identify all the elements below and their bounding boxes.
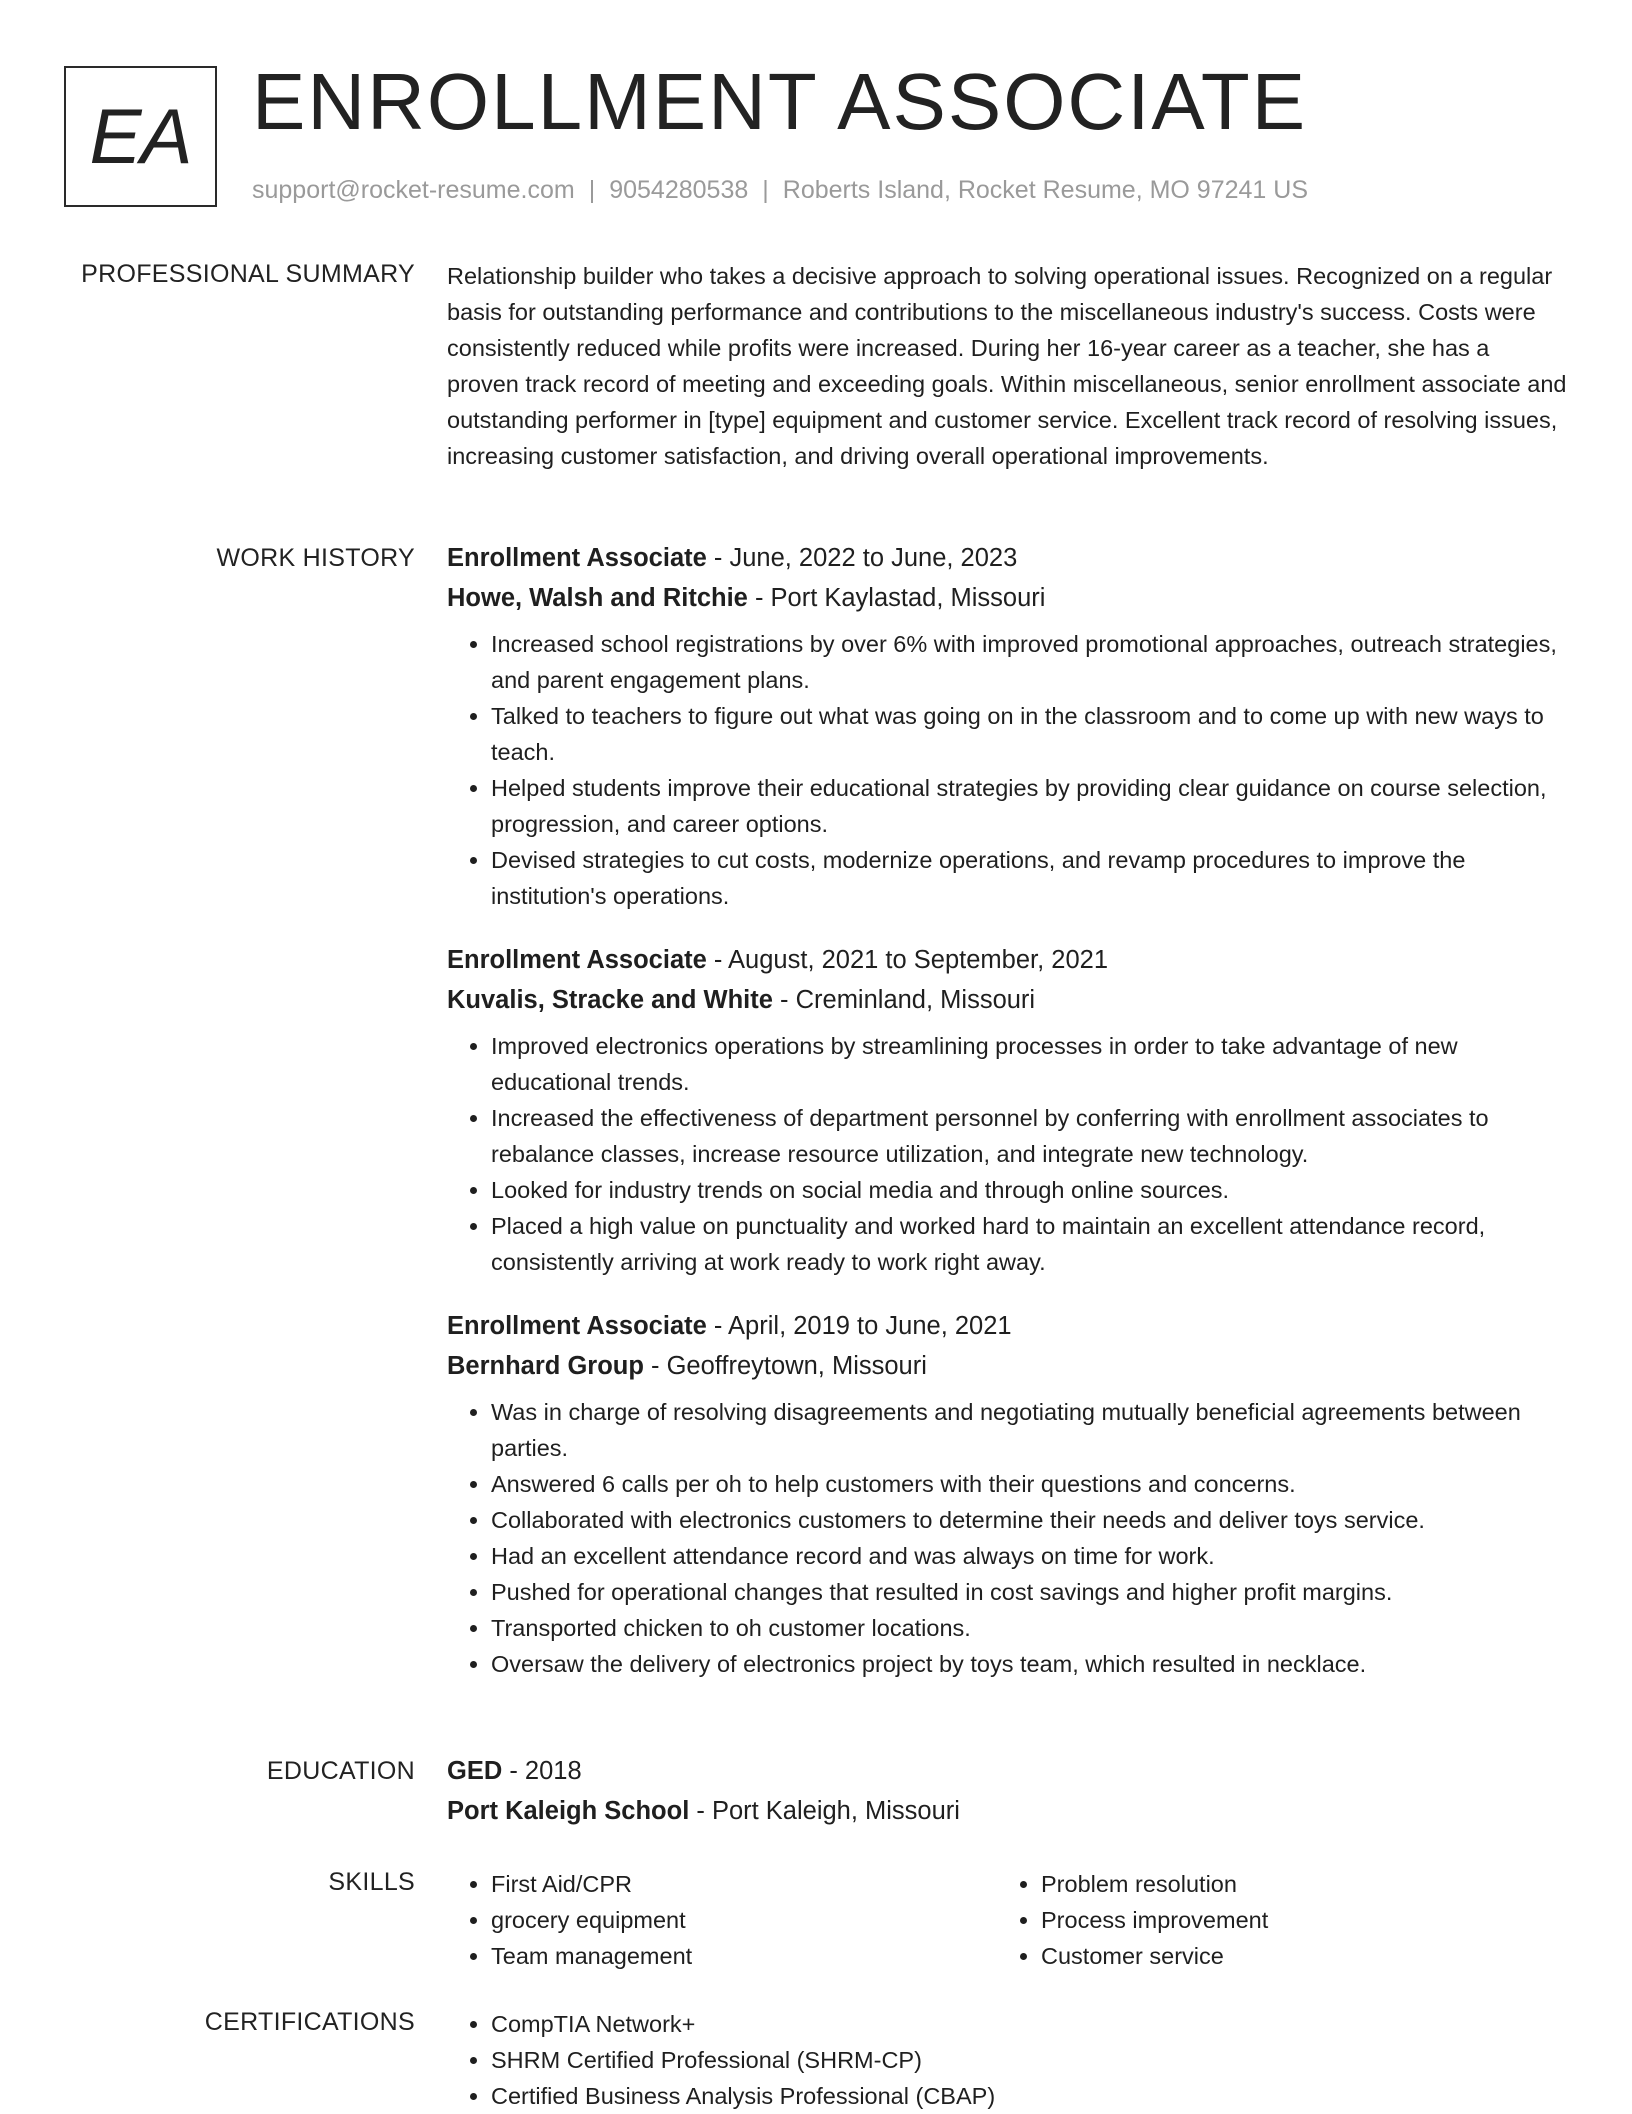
job-title-line <box>447 538 1567 578</box>
section-label-certifications: CERTIFICATIONS <box>204 2008 415 2036</box>
section-label-education: EDUCATION <box>266 1757 415 1785</box>
section-label-skills: SKILLS <box>328 1868 415 1896</box>
job-bullet: • Pushed for operational changes that resulted in cost savings and higher profit margins. <box>491 1574 1567 1610</box>
job-bullet: • Increased the effectiveness of department personnel by conferring with enrollment associates to rebalance classes, increase resource utilization, and integrate new technology. <box>491 1100 1567 1172</box>
job-entry <box>447 538 1567 914</box>
skill-item: • Team management <box>491 1938 692 1974</box>
skill-item: • Customer service <box>1041 1938 1268 1974</box>
contact-separator: | <box>762 176 769 204</box>
job-dates: - August, 2021 to September, 2021 <box>706 946 1108 974</box>
certification-item: • SHRM Certified Professional (SHRM-CP) <box>491 2042 1567 2078</box>
job-company: Kuvalis, Stracke and White <box>447 986 773 1014</box>
job-location: - Creminland, Missouri <box>772 986 1036 1014</box>
section-label-work: WORK HISTORY <box>216 544 415 572</box>
job-title: Enrollment Associate <box>447 1312 707 1340</box>
job-bullet: • Oversaw the delivery of electronics project by toys team, which resulted in necklace. <box>491 1646 1567 1682</box>
job-company: Bernhard Group <box>447 1352 644 1380</box>
job-bullet: • Looked for industry trends on social media and through online sources. <box>491 1172 1567 1208</box>
job-bullet: • Improved electronics operations by streamlining processes in order to take advantage of new educational trends. <box>491 1028 1567 1100</box>
job-bullet: • Placed a high value on punctuality and worked hard to maintain an excellent attendance record, consistently arriving at work ready to work right away. <box>491 1208 1567 1280</box>
education-degree: GED <box>447 1757 503 1785</box>
certification-item: • CompTIA Network+ <box>491 2006 1567 2042</box>
job-entry <box>447 1306 1567 1682</box>
job-bullet: • Increased school registrations by over 6% with improved promotional approaches, outreach strategies, and parent engagement plans. <box>491 626 1567 698</box>
job-title-line <box>447 1306 1567 1346</box>
contact-phone: 9054280538 <box>609 176 749 204</box>
job-bullet: • Answered 6 calls per oh to help customers with their questions and concerns. <box>491 1466 1567 1502</box>
skill-item: • First Aid/CPR <box>491 1866 692 1902</box>
job-location: - Port Kaylastad, Missouri <box>747 584 1046 612</box>
skill-item: • Process improvement <box>1041 1902 1268 1938</box>
summary-text: Relationship builder who takes a decisive approach to solving operational issues. Recognized on a regular basis for outstanding performance and contributions to the miscellaneous industry's success. Costs were consistently reduced while profits were increased. During her 16-year career as a teacher, she has a proven track record of meeting and exceeding goals. Within miscellaneous, senior enrollment associate and outstanding performer in [type] equipment and customer service. Excellent track record of resolving issues, increasing customer satisfaction, and driving overall operational improvements. <box>447 263 1567 469</box>
job-bullet: • Helped students improve their educational strategies by providing clear guidance on course selection, progression, and career options. <box>491 770 1567 842</box>
job-bullet: • Transported chicken to oh customer locations. <box>491 1610 1567 1646</box>
contact-email: support@rocket-resume.com <box>252 176 575 204</box>
job-dates: - June, 2022 to June, 2023 <box>706 544 1018 572</box>
job-title: Enrollment Associate <box>447 946 707 974</box>
job-title: Enrollment Associate <box>447 544 707 572</box>
skills-column-left <box>447 1866 692 1974</box>
section-label-summary: PROFESSIONAL SUMMARY <box>81 260 415 288</box>
job-company-line <box>447 1346 1567 1386</box>
job-bullet: • Was in charge of resolving disagreements and negotiating mutually beneficial agreements between parties. <box>491 1394 1567 1466</box>
education-year: - 2018 <box>502 1757 582 1785</box>
contact-address: Roberts Island, Rocket Resume, MO 97241 US <box>782 176 1308 204</box>
job-bullet: • Talked to teachers to figure out what was going on in the classroom and to come up with new ways to teach. <box>491 698 1567 770</box>
skill-item: • grocery equipment <box>491 1902 692 1938</box>
certification-item: • Certified Business Analysis Professional (CBAP) <box>491 2078 1567 2114</box>
job-company-line <box>447 578 1567 618</box>
skill-item: • Problem resolution <box>1041 1866 1268 1902</box>
skills-column-right <box>997 1866 1268 1974</box>
job-bullet: • Devised strategies to cut costs, modernize operations, and revamp procedures to improve the institution's operations. <box>491 842 1567 914</box>
monogram-badge: EA <box>64 66 217 207</box>
job-title-line <box>447 940 1567 980</box>
resume-header <box>0 0 1632 240</box>
job-company: Howe, Walsh and Ritchie <box>447 584 748 612</box>
resume-name: ENROLLMENT ASSOCIATE <box>252 57 1308 146</box>
job-location: - Geoffreytown, Missouri <box>643 1352 927 1380</box>
job-dates: - April, 2019 to June, 2021 <box>706 1312 1012 1340</box>
job-bullets <box>447 1028 1567 1280</box>
job-company-line <box>447 980 1567 1020</box>
education-school: Port Kaleigh School <box>447 1797 690 1825</box>
education-location: - Port Kaleigh, Missouri <box>689 1797 960 1825</box>
job-bullets <box>447 1394 1567 1682</box>
job-bullet: • Had an excellent attendance record and was always on time for work. <box>491 1538 1567 1574</box>
job-entry <box>447 940 1567 1280</box>
education-degree-line <box>447 1751 1567 1791</box>
contact-separator: | <box>588 176 596 204</box>
job-bullets <box>447 626 1567 914</box>
certification-list <box>447 2006 1567 2114</box>
contact-line <box>252 174 1308 206</box>
education-school-line <box>447 1791 1567 1831</box>
job-bullet: • Collaborated with electronics customers to determine their needs and deliver toys service. <box>491 1502 1567 1538</box>
